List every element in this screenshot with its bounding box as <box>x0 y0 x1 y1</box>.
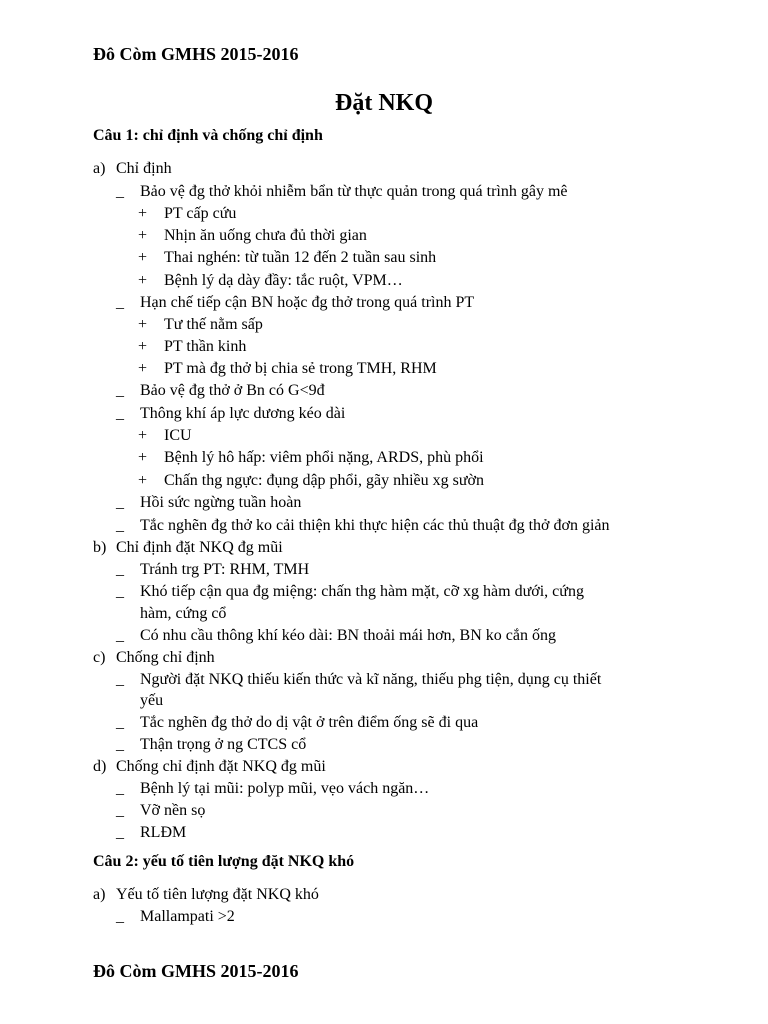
list-item-text: Bệnh lý dạ dày đầy: tắc ruột, VPM… <box>164 272 403 289</box>
list-item-text: Bệnh lý tại mũi: polyp mũi, vẹo vách ngăn… <box>140 780 430 797</box>
list-marker: d) <box>93 758 107 775</box>
list-marker: _ <box>116 405 124 422</box>
list-marker: _ <box>116 908 124 925</box>
list-item-text: Yếu tố tiên lượng đặt NKQ khó <box>116 886 319 903</box>
list-item-text: Nhịn ăn uống chưa đủ thời gian <box>164 227 367 244</box>
list-marker: + <box>138 227 148 244</box>
list-marker: _ <box>116 714 124 731</box>
list-item-text: PT thần kinh <box>164 338 247 355</box>
list-item-text: Hồi sức ngừng tuần hoàn <box>140 494 302 511</box>
list-marker: a) <box>93 160 106 177</box>
list-marker: _ <box>116 183 124 200</box>
list-marker: + <box>138 449 148 466</box>
list-marker: + <box>138 249 148 266</box>
list-item-text: Tư thế nằm sấp <box>164 316 263 333</box>
list-marker: + <box>138 205 148 222</box>
list-item-text: Hạn chế tiếp cận BN hoặc đg thở trong quá trình PT <box>140 294 475 311</box>
list-marker: _ <box>116 802 124 819</box>
list-item-text: hàm, cứng cổ <box>140 605 227 622</box>
list-item-text: Thai nghén: từ tuần 12 đến 2 tuần sau sinh <box>164 249 437 266</box>
list-item-text: Chỉ định <box>116 160 172 177</box>
list-item-text: Mallampati >2 <box>140 908 235 925</box>
page-header: Đô Còm GMHS 2015-2016 <box>93 44 299 64</box>
question-1-heading: Câu 1: chỉ định và chống chỉ định <box>93 127 323 144</box>
list-marker: _ <box>116 294 124 311</box>
list-item-text: RLĐM <box>140 824 187 841</box>
list-item-text: Thận trọng ở ng CTCS cổ <box>140 736 307 753</box>
list-item-text: Bảo vệ đg thở ở Bn có G<9đ <box>140 382 325 399</box>
question-2-heading: Câu 2: yếu tố tiên lượng đặt NKQ khó <box>93 853 355 870</box>
list-item-text: ICU <box>164 427 192 444</box>
list-marker: _ <box>116 780 124 797</box>
list-marker: _ <box>116 583 124 600</box>
list-item-text: Tắc nghẽn đg thở do dị vật ở trên điểm ống sẽ đi qua <box>140 714 479 731</box>
list-item-text: PT cấp cứu <box>164 205 237 222</box>
list-marker: + <box>138 472 148 489</box>
list-marker: _ <box>116 382 124 399</box>
list-item-text: PT mà đg thở bị chia sẻ trong TMH, RHM <box>164 360 437 377</box>
list-marker: _ <box>116 517 124 534</box>
list-item-text: Vỡ nền sọ <box>140 802 206 819</box>
list-marker: _ <box>116 561 124 578</box>
list-item-text: Chống chỉ định <box>116 649 215 666</box>
list-item-text: Chống chỉ định đặt NKQ đg mũi <box>116 758 326 775</box>
list-marker: _ <box>116 671 124 688</box>
list-item-text: Khó tiếp cận qua đg miệng: chấn thg hàm mặt, cỡ xg hàm dưới, cứng <box>140 583 584 600</box>
list-marker: b) <box>93 539 107 556</box>
list-item-text: Chấn thg ngực: đụng dập phổi, gãy nhiều xg sườn <box>164 472 484 489</box>
list-item-text: yếu <box>140 692 164 709</box>
list-item-text: Người đặt NKQ thiếu kiến thức và kĩ năng, thiếu phg tiện, dụng cụ thiết <box>140 671 602 688</box>
list-item-text: Bệnh lý hô hấp: viêm phổi nặng, ARDS, phù phổi <box>164 449 484 466</box>
page-footer: Đô Còm GMHS 2015-2016 <box>93 961 299 981</box>
list-item-text: Tắc nghẽn đg thở ko cải thiện khi thực hiện các thủ thuật đg thở đơn giản <box>140 517 610 534</box>
list-item-text: Có nhu cầu thông khí kéo dài: BN thoải mái hơn, BN ko cắn ống <box>140 627 556 644</box>
list-marker: c) <box>93 649 106 666</box>
list-marker: + <box>138 272 148 289</box>
list-marker: _ <box>116 824 124 841</box>
list-marker: + <box>138 316 148 333</box>
list-item-text: Bảo vệ đg thở khỏi nhiễm bẩn từ thực quản trong quá trình gây mê <box>140 183 568 200</box>
list-marker: _ <box>116 494 124 511</box>
list-marker: + <box>138 427 148 444</box>
list-item-text: Chỉ định đặt NKQ đg mũi <box>116 539 283 556</box>
list-marker: _ <box>116 627 124 644</box>
document-title: Đặt NKQ <box>335 90 433 116</box>
list-item-text: Thông khí áp lực dương kéo dài <box>140 405 346 422</box>
list-marker: a) <box>93 886 106 903</box>
list-marker: + <box>138 338 148 355</box>
list-item-text: Tránh trg PT: RHM, TMH <box>140 561 310 578</box>
list-marker: + <box>138 360 148 377</box>
list-marker: _ <box>116 736 124 753</box>
